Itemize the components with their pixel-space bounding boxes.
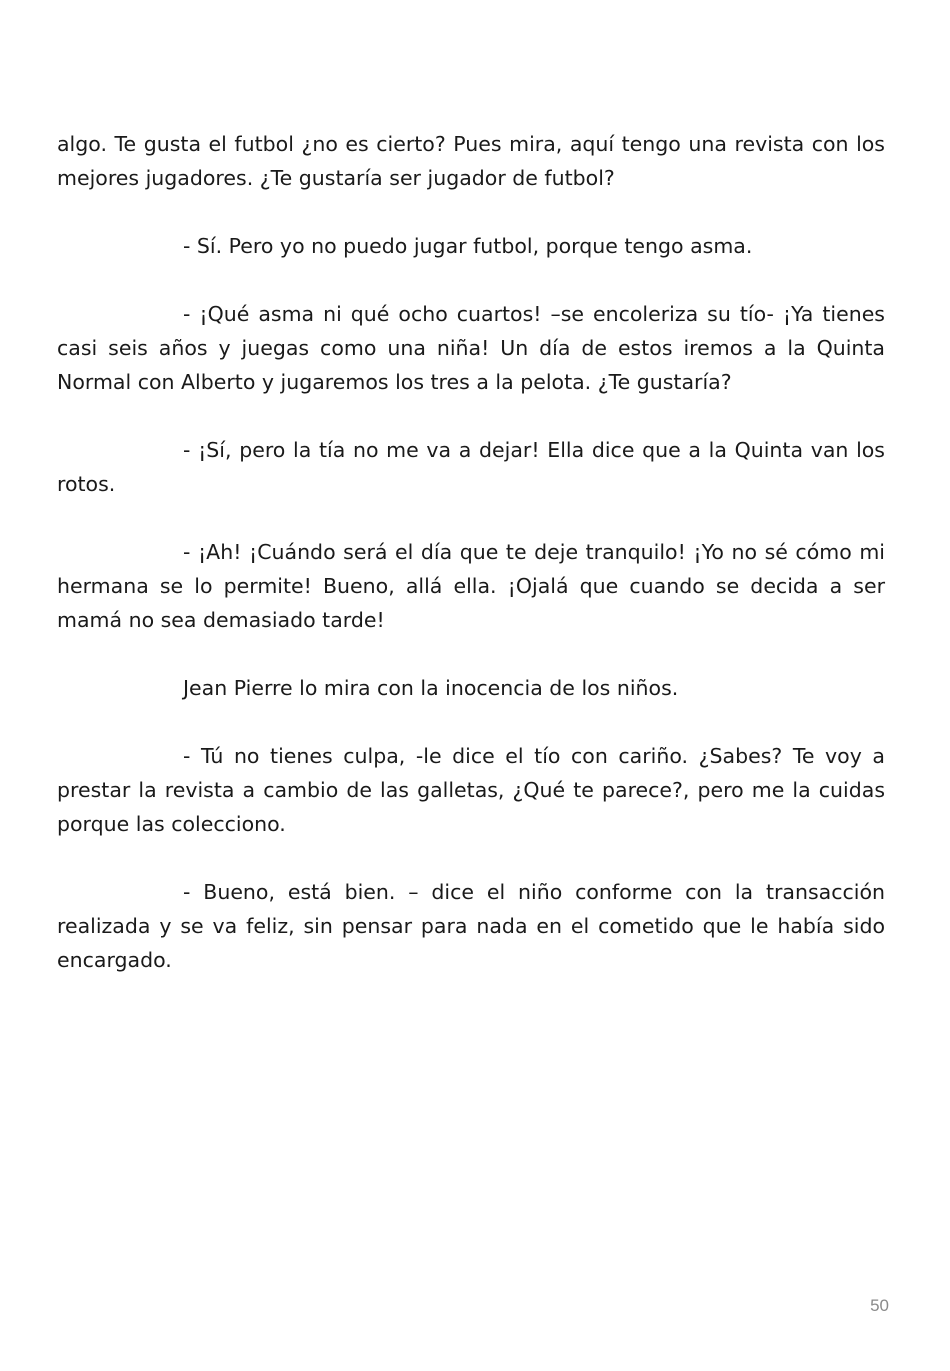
dialogue-paragraph: - Sí. Pero yo no puedo jugar futbol, porque tengo asma. (183, 234, 753, 258)
dialogue-paragraph: - Bueno, está bien. – dice el niño conforme con la transacción realizada y se va feliz, sin pensar para nada en el cometido que le había sido encargado. (57, 880, 885, 972)
dialogue-paragraph: - ¡Sí, pero la tía no me va a dejar! Ella dice que a la Quinta van los rotos. (57, 438, 885, 496)
narration-paragraph: Jean Pierre lo mira con la inocencia de los niños. (183, 676, 679, 700)
dialogue-paragraph: - ¡Qué asma ni qué ocho cuartos! –se encoleriza su tío- ¡Ya tienes casi seis años y juegas como una niña! Un día de estos iremos a la Quinta Normal con Alberto y jugaremos los tres a la pelota. ¿Te gustaría? (57, 302, 885, 394)
dialogue-paragraph: - Tú no tienes culpa, -le dice el tío con cariño. ¿Sabes? Te voy a prestar la revista a cambio de las galletas, ¿Qué te parece?, pero me la cuidas porque las colecciono. (57, 744, 885, 836)
paragraph-continuation: algo. Te gusta el futbol ¿no es cierto? Pues mira, aquí tengo una revista con los mejores jugadores. ¿Te gustaría ser jugador de futbol? (57, 132, 885, 190)
page-number: 50 (870, 1296, 889, 1315)
dialogue-paragraph: - ¡Ah! ¡Cuándo será el día que te deje tranquilo! ¡Yo no sé cómo mi hermana se lo permite! Bueno, allá ella. ¡Ojalá que cuando se decida a ser mamá no sea demasiado tarde! (57, 540, 885, 632)
body-text (57, 127, 885, 1011)
